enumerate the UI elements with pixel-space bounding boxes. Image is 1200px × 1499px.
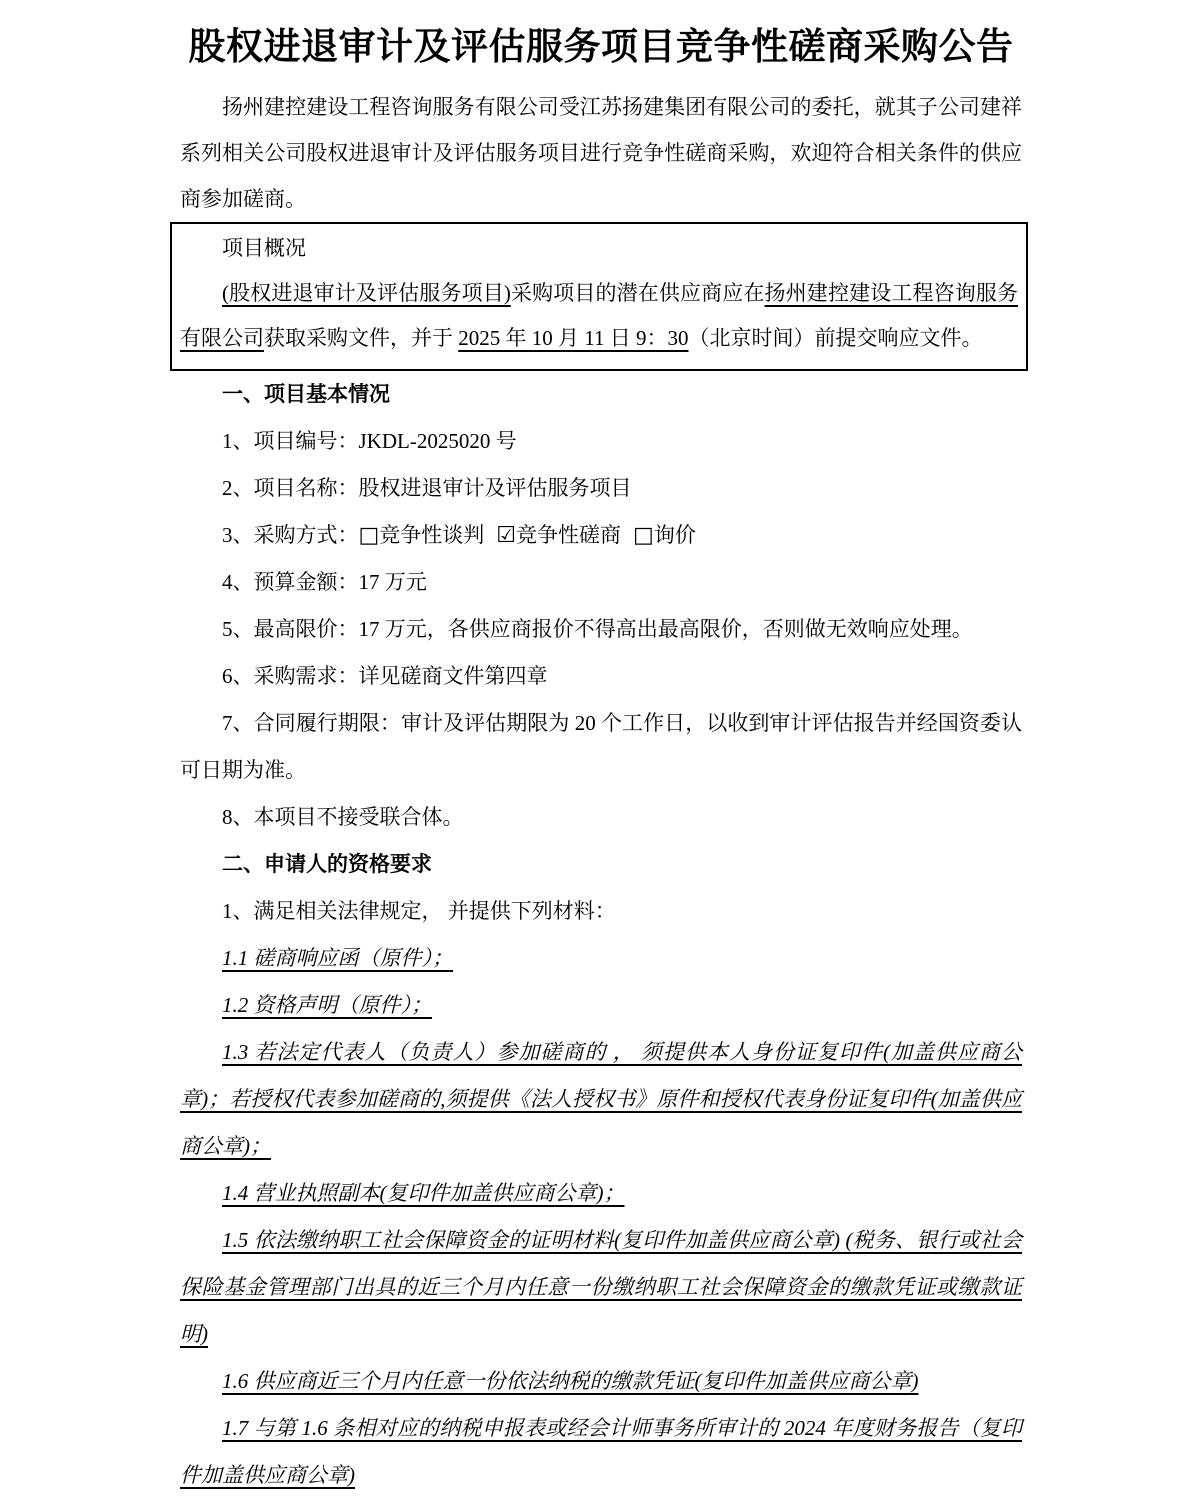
option-label: 竞争性磋商 [516, 523, 622, 547]
option-label: 询价 [653, 523, 696, 547]
sub-item-tax-payment: 1.6 供应商近三个月内任意一份依法纳税的缴款凭证(复印件加盖供应商公章) [222, 1369, 919, 1393]
item-contract-period: 7、合同履行期限：审计及评估期限为 20 个工作日，以收到审计评估报告并经国资委认可日期为准。 [180, 711, 1022, 782]
item-requirements: 6、采购需求：详见磋商文件第四章 [222, 664, 548, 688]
item-project-name: 2、项目名称：股权进退审计及评估服务项目 [222, 476, 632, 500]
item-price-ceiling: 5、最高限价：17 万元，各供应商报价不得高出最高限价，否则做无效响应处理。 [222, 617, 973, 641]
sub-item-representative-id: 1.3 若法定代表人（负责人）参加磋商的 ， 须提供本人身份证复印件(加盖供应商公章)；若授权代表参加磋商的,须提供《法人授权书》原件和授权代表身份证复印件(加盖供应商公章)； [180, 1040, 1022, 1158]
item-procurement-method [180, 512, 1022, 559]
item-no-consortium: 8、本项目不接受联合体。 [222, 805, 464, 829]
page-title: 股权进退审计及评估服务项目竞争性磋商采购公告 [188, 27, 1014, 68]
intro-paragraph: 扬州建控建设工程咨询服务有限公司受江苏扬建集团有限公司的委托，就其子公司建祥系列相关公司股权进退审计及评估服务项目进行竞争性磋商采购，欢迎符合相关条件的供应商参加磋商。 [180, 95, 1022, 211]
checkbox-unchecked-icon: □ [633, 523, 654, 548]
section2-heading: 二、申请人的资格要求 [222, 853, 432, 876]
sub-item-response-letter: 1.1 磋商响应函（原件）； [222, 946, 453, 970]
section1-heading: 一、项目基本情况 [222, 383, 390, 406]
sub-item-business-license: 1.4 营业执照副本(复印件加盖供应商公章)； [222, 1181, 625, 1205]
overview-heading: 项目概况 [222, 236, 306, 260]
overview-segment-agency: 扬州建控建设工程咨询服务有限公司 [180, 281, 1018, 350]
checkbox-checked-icon: ☑ [496, 523, 517, 548]
sub-item-financial-report: 1.7 与第 1.6 条相对应的纳税申报表或经会计师事务所审计的 2024 年度财务报告（复印件加盖供应商公章) [180, 1416, 1022, 1487]
sub-item-social-security: 1.5 依法缴纳职工社会保障资金的证明材料(复印件加盖供应商公章) (税务、银行或社会保险基金管理部门出具的近三个月内任意一份缴纳职工社会保障资金的缴款凭证或缴款证明) [180, 1228, 1022, 1346]
overview-segment-deadline: 2025 年 10 月 11 日 9：30 [458, 326, 689, 350]
overview-segment-text: （北京时间）前提交响应文件。 [688, 326, 983, 350]
item-budget: 4、预算金额：17 万元 [222, 570, 427, 594]
project-overview-box [170, 222, 1028, 371]
option-inquiry [633, 523, 696, 547]
sub-item-qualification-statement: 1.2 资格声明（原件）； [222, 993, 432, 1017]
option-label: 竞争性谈判 [379, 523, 485, 547]
overview-segment-project: (股权进退审计及评估服务项目) [222, 281, 511, 305]
option-negotiation [359, 523, 485, 547]
checkbox-unchecked-icon: □ [358, 523, 380, 548]
overview-segment-text: 采购项目的潜在供应商应在 [510, 281, 765, 305]
item-project-number: 1、项目编号：JKDL-2025020 号 [222, 429, 517, 453]
overview-paragraph [180, 271, 1018, 361]
item-qualification-intro: 1、满足相关法律规定， 并提供下列材料： [222, 899, 616, 923]
document-body [180, 371, 1022, 1499]
option-consultation [496, 523, 621, 547]
procurement-method-label: 3、采购方式： [222, 523, 359, 547]
overview-segment-text: 获取采购文件，并于 [264, 326, 459, 350]
